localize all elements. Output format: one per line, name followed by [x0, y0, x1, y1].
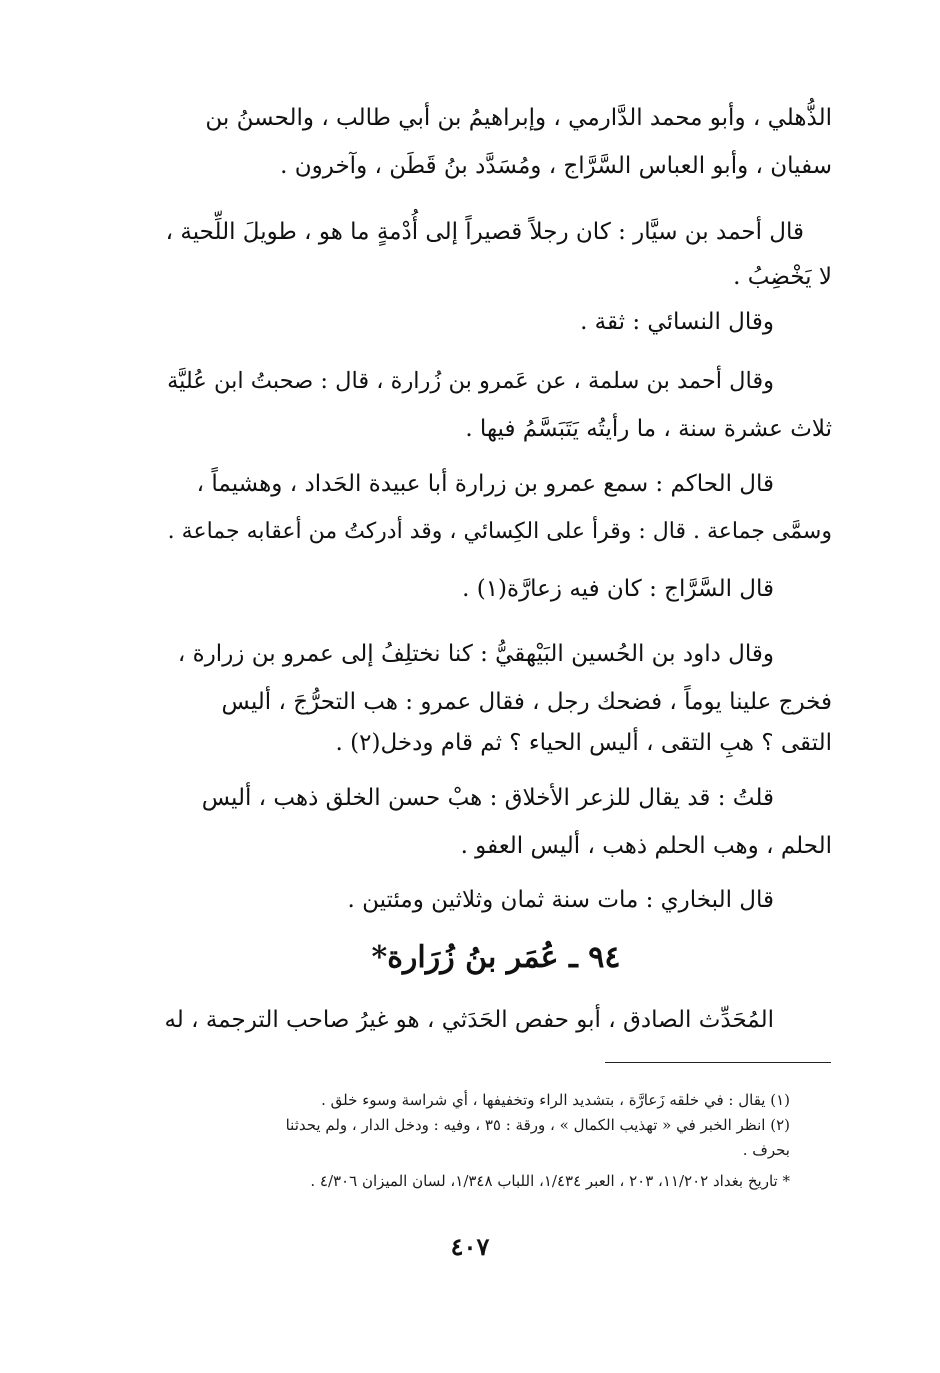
text-line: وقال أحمد بن سلمة ، عن عَمرو بن زُرارة ، قال : صحبتُ ابن عُليَّة	[167, 368, 774, 394]
footnote-separator	[605, 1062, 831, 1063]
paragraph-9	[160, 876, 832, 924]
footnote-line: * تاريخ بغداد ١١/٢٠٢، ٢٠٣ ، العبر ١/٤٣٤، اللباب ١/٣٤٨، لسان الميزان ٤/٣٠٦ .	[310, 1172, 790, 1190]
text-line: قلتُ : قد يقال للزعر الأخلاق : هبْ حسن الخلق ذهب ، أليس	[201, 785, 774, 811]
intro-paragraph	[160, 996, 832, 1044]
paragraph-2	[160, 208, 832, 298]
text-line: فخرج علينا يوماً ، فضحك رجل ، فقال عمرو : هب التحرُّجَ ، أليس	[221, 689, 832, 715]
paragraph-4	[160, 357, 832, 453]
paragraph-3	[160, 298, 832, 346]
text-line: وقال داود بن الحُسين البَيْهقيُّ : كنا نختلِفُ إلى عمرو بن زرارة ،	[177, 641, 774, 667]
text-line: ثلاث عشرة سنة ، ما رأيتُه يَتَبَسَّمُ فيها .	[465, 416, 832, 442]
text-line: المُحَدِّث الصادق ، أبو حفص الحَدَثي ، هو غيرُ صاحب الترجمة ، له	[164, 1007, 774, 1033]
paragraph-1	[160, 94, 832, 190]
text-line: قال البخاري : مات سنة ثمان وثلاثين ومئتين .	[347, 887, 774, 913]
paragraph-8	[160, 774, 832, 870]
text-line: الحلم ، وهب الحلم ذهب ، أليس العفو .	[460, 833, 832, 859]
footnote-line: (٢) انظر الخبر في « تهذيب الكمال » ، ورقة : ٣٥ ، وفيه : ودخل الدار ، ولم يحدثنا	[285, 1116, 790, 1134]
paragraph-7	[160, 630, 832, 760]
text-line: سفيان ، وأبو العباس السَّرَّاج ، ومُسَدَّد بنُ قَطَن ، وآخرون .	[280, 153, 832, 179]
text-line: التقى ؟ هبِ التقى ، أليس الحياء ؟ ثم قام ودخل(٢) .	[335, 730, 832, 756]
paragraph-6	[160, 565, 832, 613]
entry-heading: ٩٤ ـ عُمَر بنُ زُرَارة*	[371, 940, 621, 975]
text-line: قال أحمد بن سيَّار : كان رجلاً قصيراً إلى أُدْمةٍ ما هو ، طويلَ اللِّحية ،	[165, 219, 804, 245]
text-line: لا يَخْضِبُ .	[733, 264, 832, 290]
footnote-line: (١) يقال : في خلقه زَعارَّة ، بتشديد الراء وتخفيفها ، أي شراسة وسوء خلق .	[321, 1091, 790, 1109]
page-number: ٤٠٧	[450, 1232, 490, 1261]
text-line: وسمَّى جماعة . قال : وقرأ على الكِسائي ، وقد أدركتُ من أعقابه جماعة .	[167, 519, 832, 544]
text-line: قال السَّرَّاج : كان فيه زعارَّة(١) .	[462, 576, 774, 602]
text-line: الذُّهلي ، وأبو محمد الدَّارمي ، وإبراهيمُ بن أبي طالب ، والحسنُ بن	[205, 105, 832, 131]
paragraph-5	[160, 460, 832, 556]
footnotes	[150, 1088, 790, 1194]
text-line: قال الحاكم : سمع عمرو بن زرارة أبا عبيدة الحَداد ، وهشيماً ،	[196, 471, 774, 497]
footnote-line: بحرف .	[742, 1141, 790, 1159]
text-line: وقال النسائي : ثقة .	[580, 309, 774, 335]
